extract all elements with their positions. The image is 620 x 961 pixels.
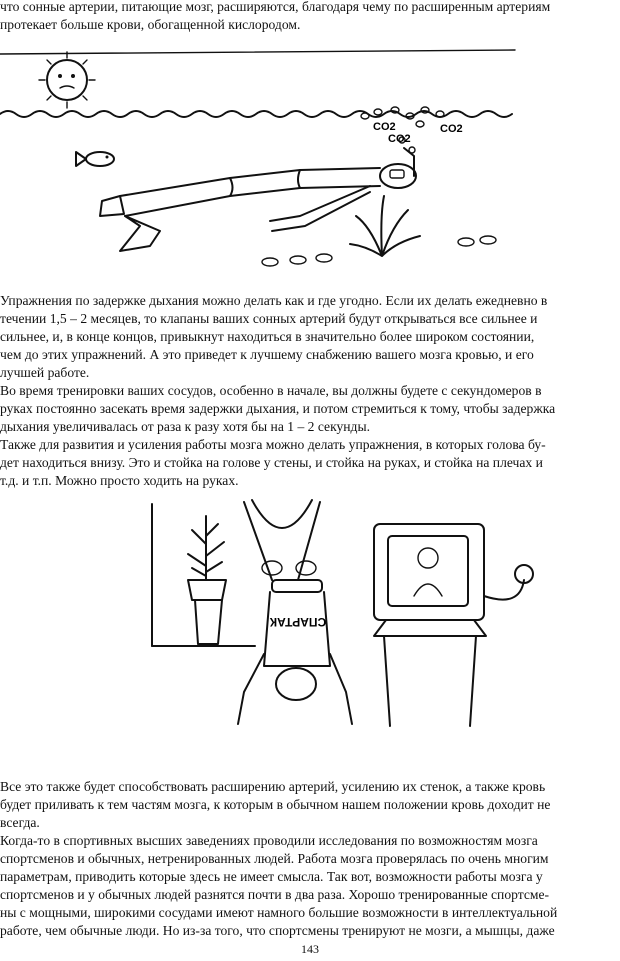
swimmer-figure (100, 148, 416, 251)
co2-label: CO2 (440, 123, 463, 135)
illustration-underwater-swimmer (0, 46, 620, 280)
horizon-line (0, 50, 515, 54)
fish-icon (76, 152, 114, 166)
person-handstand (238, 500, 352, 724)
television (374, 524, 533, 726)
illustration-handstand-tv (140, 496, 560, 764)
shirt-label: СПАРТАК (269, 615, 327, 629)
tv-cable (484, 580, 524, 600)
sun-icon (39, 52, 95, 108)
page-number: 143 (301, 942, 319, 956)
seaweed (350, 196, 420, 256)
co2-label: CO2 (388, 133, 411, 145)
water-surface (0, 111, 512, 117)
paragraph-middle: Упражнения по задержке дыхания можно делать как и где угодно. Если их делать ежедневно в течении 1,5 – 2 месяцев, то клапаны ваших сонных артерий будут открываться все сильнее и сильнее, и, в конце концов, привыкнут находиться в значительно более широком состоянии, чем до этих упражнений. А это приведет к лучшему снабжению вашего мозга кровью, и его лучшей работе. Во время тренировки ваших сосудов, особенно в начале, вы должны будете с секундомеров в руках постоянно засекать время задержки дыхания, и потом стремиться к тому, чтобы задержка дыхания увеличивалась от раза к разу хотя бы на 1 – 2 секунды. Также для развития и усиления работы мозга можно делать упражнения, в которых голова бу- дет находиться внизу. Это и стойка на голове у стены, и стойка на руках, и стойка на плечах и т.д. и т.п. Можно просто ходить на руках. (0, 293, 556, 488)
paragraph-bottom: Все это также будет способствовать расширению артерий, усилению их стенок, а также кровь будет приливать к тем частям мозга, к которым в обычном нашем положении кровь доходит не всегда. Когда-то в спортивных высших заведениях проводили исследования по возможностям мозга спортсменов и обычных, нетренированных людей. Работа мозга проверялась по очень многим параметрам, приводить которые здесь не имеет смысла. Так вот, возможности работы мозга у спортсменов и у обычных людей разнятся почти в два раза. Хорошо тренированные спортсме- ны с мощными, широкими сосудами имеют намного большие возможности в интеллектуальной работе, чем обычные люди. Но из-за того, что спортсмены тренируют не мозги, а мышцы, даже (0, 779, 558, 938)
paragraph-top: что сонные артерии, питающие мозг, расширяются, благодаря чему по расширенным артериям протекает больше крови, обогащенной кислородом. (0, 0, 551, 32)
co2-label: CO2 (373, 121, 396, 133)
potted-plant (188, 516, 226, 644)
